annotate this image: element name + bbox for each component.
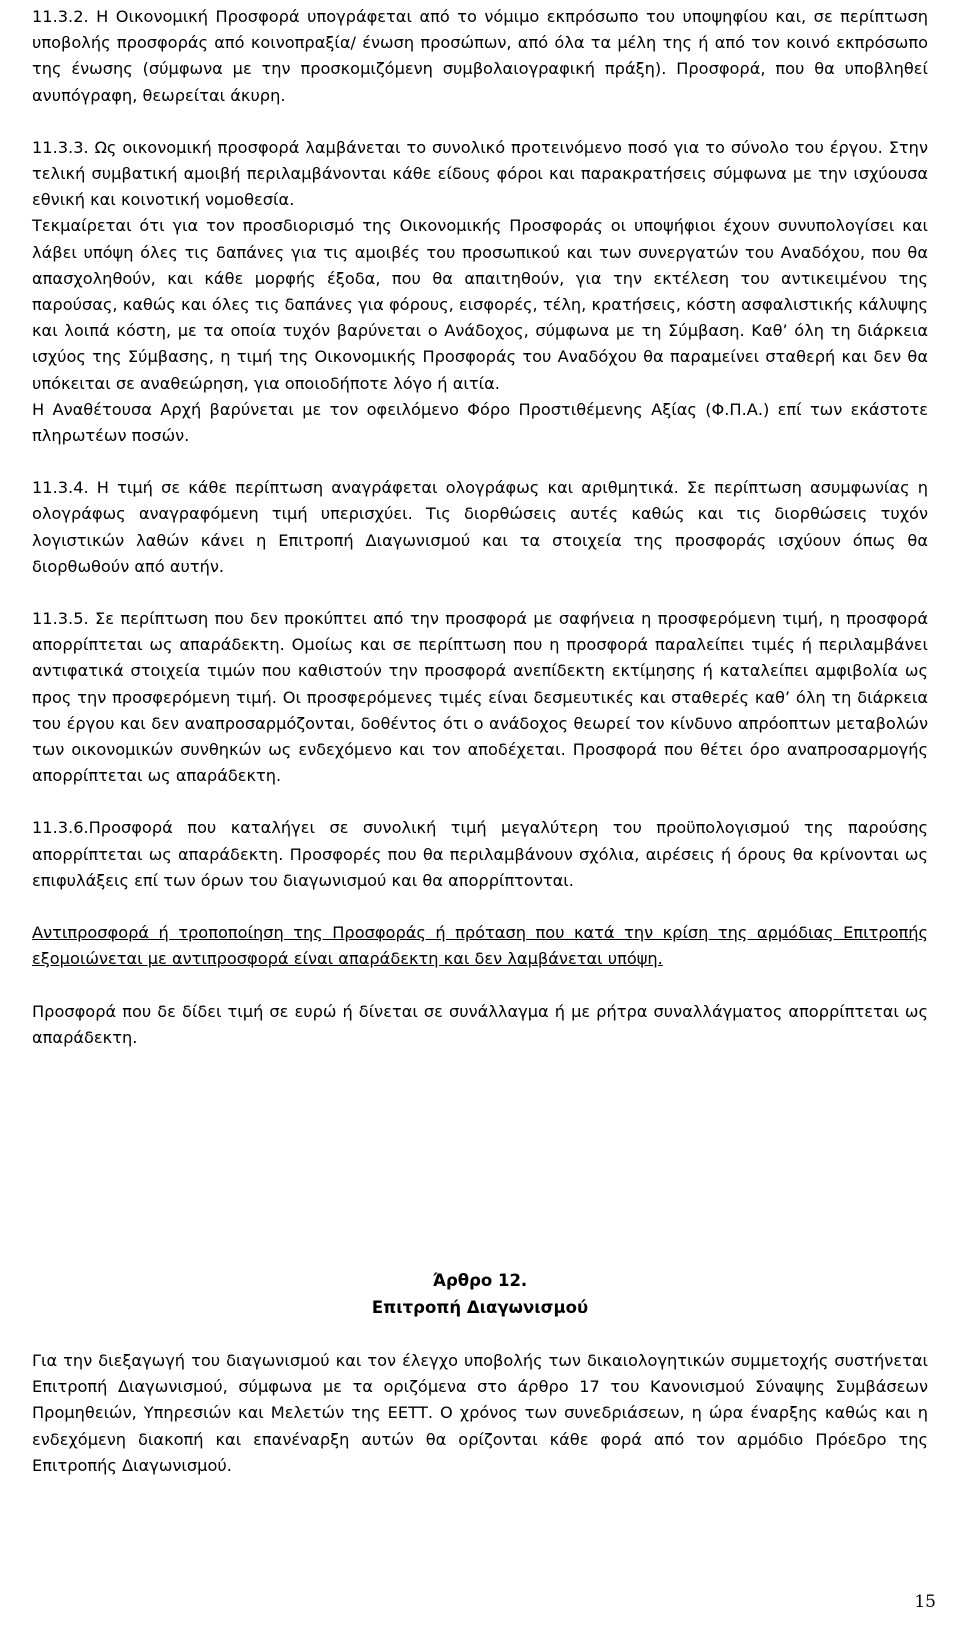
document-page [32,4,928,1475]
paragraph-tekmairetai: Τεκμαίρεται ότι για τον προσδιορισμό της Οικονομικής Προσφοράς οι υποψήφιοι έχουν συνυπολογίσει και λάβει υπόψη όλες τις δαπάνες για τις αμοιβές του προσωπικού και των συνεργατών του Αναδόχου, που θα απασχοληθούν, και κάθε μορφής έξοδα, που θα απαιτηθούν, για την εκτέλεση του αντικειμένου της παρούσας, καθώς και όλες τις δαπάνες για φόρους, εισφορές, τέλη, κρατήσεις, κόστη ασφαλιστικής κάλυψης και λοιπά κόστη, με τα οποία τυχόν βαρύνεται ο Ανάδοχος, σύμφωνα με τη Σύμβαση. Καθ’ όλη τη διάρκεια ισχύος της Σύμβασης, η τιμή της Οικονομικής Προσφοράς του Αναδόχου θα παραμείνει σταθερή και δεν θα υπόκειται σε αναθεώρηση, για οποιοδήποτε λόγο ή αιτία. [32,216,928,393]
spacer [32,789,928,815]
article-number: Άρθρο 12. [432,1271,528,1290]
paragraph-euro: Προσφορά που δε δίδει τιμή σε ευρώ ή δίνεται σε συνάλλαγμα ή με ρήτρα συναλλάγματος απορρίπτεται ως απαράδεκτη. [32,1001,928,1047]
spacer [32,449,928,475]
paragraph-11-3-3: 11.3.3. Ως οικονομική προσφορά λαμβάνεται το συνολικό προτεινόμενο ποσό για το σύνολο του έργου. Στην τελική συμβατική αμοιβή περιλαμβάνονται κάθε είδους φόροι και παρακρατήσεις σύμφωνα με την ισχύουσα εθνική και κοινοτική νομοθεσία. [32,137,928,210]
paragraph-11-3-4: 11.3.4. Η τιμή σε κάθε περίπτωση αναγράφεται ολογράφως και αριθμητικά. Σε περίπτωση ασυμφωνίας η ολογράφως αναγραφόμενη τιμή υπερισχύει. Τις διορθώσεις αυτές καθώς και τις διορθώσεις τυχόν λογιστικών λαθών κάνει η Επιτροπή Διαγωνισμού και τα στοιχεία της προσφοράς ισχύουν όπως θα διορθωθούν από αυτήν. [32,478,928,576]
paragraph-fpa: Η Αναθέτουσα Αρχή βαρύνεται με τον οφειλόμενο Φόρο Προστιθέμενης Αξίας (Φ.Π.Α.) επί των εκάστοτε πληρωτέων ποσών. [32,399,928,446]
paragraph-antiprosfora-underlined: Αντιπροσφορά ή τροποποίηση της Προσφοράς ή πρόταση που κατά την κρίση της αρμόδιας Επιτροπής εξομοιώνεται με αντιπροσφορά είναι απαράδεκτη και δεν λαμβάνεται υπόψη. [32,923,928,969]
paragraph-11-3-5: 11.3.5. Σε περίπτωση που δεν προκύπτει από την προσφορά με σαφήνεια η προσφερόμενη τιμή, η προσφορά απορρίπτεται ως απαράδεκτη. Ομοίως και σε περίπτωση που η προσφορά παραλείπει τιμές ή περιλαμβάνει αντιφατικά στοιχεία τιμών που καθιστούν την προσφορά ανεπίδεκτη εκτίμησης ή καταλείπει αμφιβολία ως προς την προσφερόμενη τιμή. Οι προσφερόμενες τιμές είναι δεσμευτικές και σταθερές καθ’ όλη τη διάρκεια του έργου και δεν αναπροσαρμόζονται, δοθέντος ότι ο ανάδοχος θεωρεί τον κίνδυνο απρόοπτων μεταβολών των οικονομικών συνθηκών ως ενδεχόμενο και τον αποδέχεται. Προσφορά που θέτει όρο αναπροσαρμογής απορρίπτεται ως απαράδεκτη. [32,609,928,786]
article-title: Επιτροπή Διαγωνισμού [371,1298,589,1317]
spacer [32,109,928,135]
spacer [32,580,928,606]
page-number: 15 [914,1592,936,1612]
article-body: Για την διεξαγωγή του διαγωνισμού και τον έλεγχο υποβολής των δικαιολογητικών συμμετοχής συστήνεται Επιτροπή Διαγωνισμού, σύμφωνα με τα οριζόμενα στο άρθρο 17 του Κανονισμού Σύναψης Συμβάσεων Προμηθειών, Υπηρεσιών και Μελετών της ΕΕΤΤ. Ο χρόνος των συνεδριάσεων, η ώρα έναρξης καθώς και η ενδεχόμενη διακοπή και επανέναρξη αυτών θα ορίζονται κάθε φορά από τον αρμόδιο Πρόεδρο της Επιτροπής Διαγωνισμού. [32,1351,928,1475]
paragraph-11-3-6: 11.3.6.Προσφορά που καταλήγει σε συνολική τιμή μεγαλύτερη του προϋπολογισμού της παρούσης απορρίπτεται ως απαράδεκτη. Προσφορές που θα περιλαμβάνουν σχόλια, αιρέσεις ή όρους θα κρίνονται ως επιφυλάξεις επί των όρων του διαγωνισμού και θα απορρίπτονται. [32,818,928,890]
spacer [32,973,928,999]
spacer [32,894,928,920]
paragraph-11-3-2: 11.3.2. Η Οικονομική Προσφορά υπογράφεται από το νόμιμο εκπρόσωπο του υποψηφίου και, σε περίπτωση υποβολής προσφοράς από κοινοπραξία/ ένωση προσώπων, από όλα τα μέλη της ή από τον κοινό εκπρόσωπο της ένωσης (σύμφωνα με την προσκομιζόμενη συμβολαιογραφική πράξη). Προσφορά, που θα υποβληθεί ανυπόγραφη, θεωρείται άκυρη. [32,7,928,105]
